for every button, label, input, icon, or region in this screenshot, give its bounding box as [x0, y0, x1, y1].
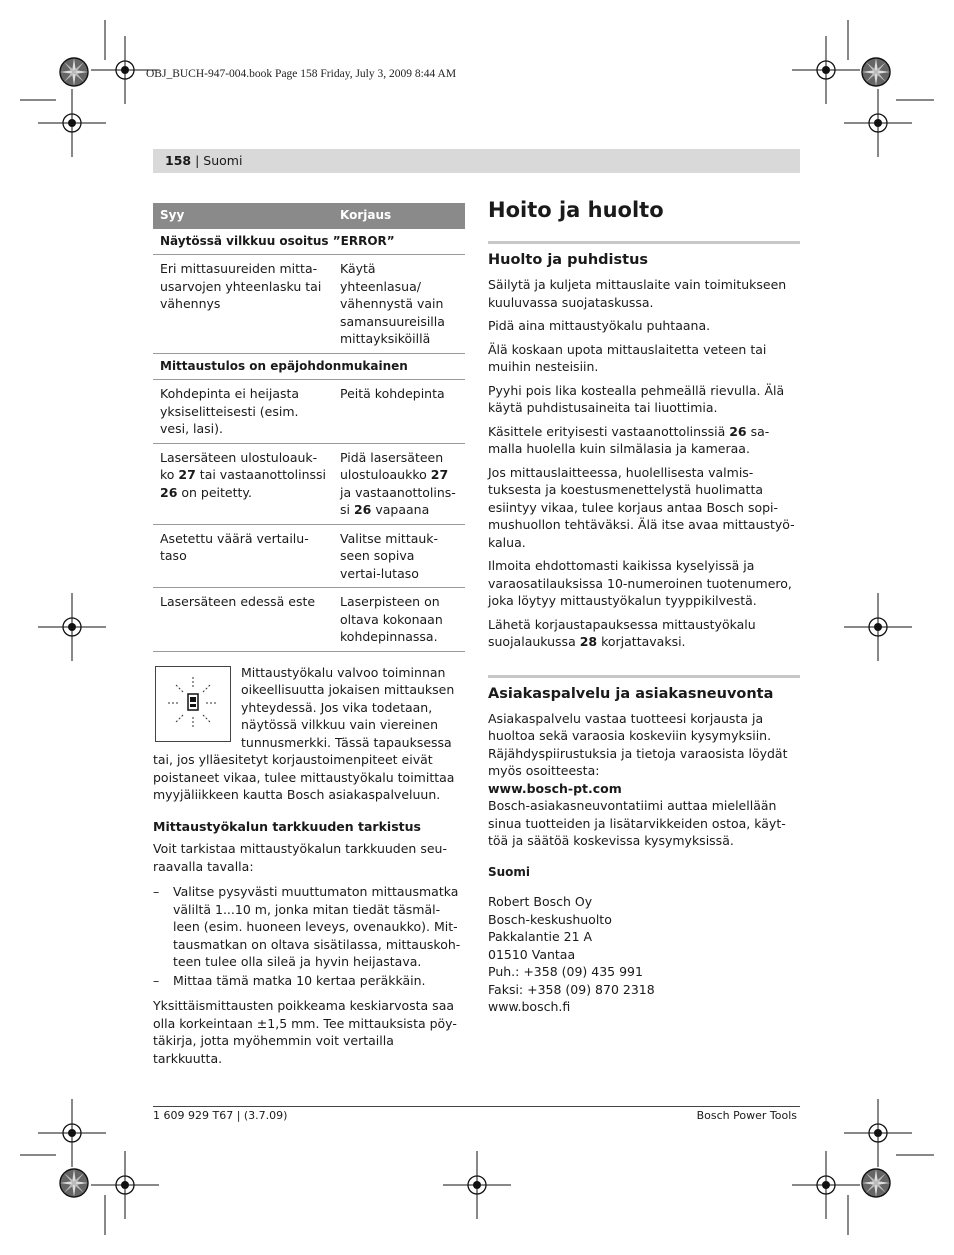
customer-heading: Asiakaspalvelu ja asiakasneuvonta	[488, 685, 774, 702]
bosch-fi-link[interactable]: www.bosch.fi	[488, 999, 571, 1014]
bosch-pt-link[interactable]: www.bosch-pt.com	[488, 780, 622, 796]
trouble-table	[153, 203, 465, 652]
col-fix-header: Korjaus	[333, 203, 465, 229]
device-error-icon	[155, 666, 231, 742]
print-header: OBJ_BUCH-947-004.book Page 158 Friday, July 3, 2009 8:44 AM	[146, 68, 457, 80]
page-header-band	[153, 149, 800, 173]
footer-divider	[153, 1106, 800, 1107]
crosshair-icon	[38, 89, 106, 157]
crosshair-icon	[38, 1099, 106, 1167]
star-mark-icon	[60, 1169, 88, 1197]
page-section: Suomi	[203, 153, 243, 168]
accuracy-result: Yksittäismittausten poikkeama keskiarvosta saa olla korkeintaan ±1,5 mm. Tee mittauksista pöy-täkirja, jotta myöhemmin voit vertailla tarkkuutta.	[153, 998, 457, 1066]
left-column	[153, 203, 465, 1075]
table-group-row: Näytössä vilkkuu osoitus ”ERROR”	[153, 229, 465, 255]
monitor-text: Mittaustyökalu valvoo toiminnan oikeellisuutta jokaisen mittauksen yhteydessä. Jos vika todetaan, näytössä vilkkuu vain viereinen tunnusmerkki. Tässä tapauksessa tai, jos ylläesitetyt korjaustoimenpiteet eivät poistaneet vikaa, tulee mittaustyökalu toimittaa myyjäliikkeen kautta Bosch asiakaspalveluun.	[153, 664, 455, 802]
table-header-row	[153, 203, 465, 229]
crosshair-icon	[844, 89, 912, 157]
star-mark-icon	[862, 1169, 890, 1197]
page-separator: |	[191, 153, 204, 168]
table-row: Kohdepinta ei heijasta yksiselitteisesti (esim. vesi, lasi). Peitä kohdepinta	[153, 380, 465, 444]
crosshair-icon	[91, 1151, 159, 1219]
col-cause-header: Syy	[153, 203, 333, 229]
crosshair-icon	[844, 1099, 912, 1167]
table-row: Eri mittasuureiden mitta-usarvojen yhteenlasku tai vähennys Käytä yhteenlasua/ vähennystä vain samansuureisilla mittayksiköillä	[153, 255, 465, 354]
address-block: Robert Bosch Oy Bosch-keskushuolto Pakkalantie 21 A 01510 Vantaa Puh.: +358 (09) 435 991 Faksi: +358 (09) 870 2318 www.bosch.fi	[488, 893, 800, 1016]
star-mark-icon	[862, 58, 890, 86]
accuracy-intro: Voit tarkistaa mittaustyökalun tarkkuuden seu-raavalla tavalla:	[153, 841, 447, 874]
accuracy-steps	[153, 883, 465, 989]
crosshair-icon	[443, 1151, 511, 1219]
accuracy-heading: Mittaustyökalun tarkkuuden tarkistus	[153, 818, 421, 834]
crosshair-icon	[792, 1151, 860, 1219]
list-item: – Mittaa tämä matka 10 kertaa peräkkäin.	[153, 972, 426, 988]
crosshair-icon	[792, 36, 860, 104]
table-row: Asetettu väärä vertailu-taso Valitse mittauk-seen sopiva vertai-lutaso	[153, 524, 465, 588]
page-title: Hoito ja huolto	[488, 198, 664, 222]
section-divider	[488, 241, 800, 244]
star-mark-icon	[60, 58, 88, 86]
section-divider	[488, 675, 800, 678]
table-row: Lasersäteen edessä este Laserpisteen on oltava kokonaan kohdepinnassa.	[153, 588, 465, 652]
right-column: Hoito ja huolto Huolto ja puhdistus Säilytä ja kuljeta mittauslaite vain toimitukseen kuuluvassa suojataskussa. Pidä aina mittaustyökalu puhtaana. Älä koskaan upota mittauslaitetta veteen tai muihin nesteisiin. Pyyhi pois lika kostealla pehmeällä rievulla. Älä käytä puhdistusaineita tai liuottimia. Käsittele erityisesti vastaanottolinssiä 26 sa-malla huolella kuin silmälasia ja kameraa. Jos mittauslaitteessa, huolellisesta valmis-tuksesta ja koestusmenettelystä huolimatta esiintyy vikaa, tulee korjaus antaa Bosch sopi-mushuollon tehtäväksi. Älä itse avaa mittaustyö-kalua. Ilmoita ehdottomasti kaikissa kyselyissä ja varaosatilauksissa 10-numeroinen tuotenumero, joka löytyy mittaustyökalun tyyppikilvestä. Lähetä korjaustapauksessa mittaustyökalu suojalaukussa 28 korjattavaksi. Asiakaspalvelu ja asiakasneuvonta Asiakaspalvelu vastaa tuotteesi korjausta ja huoltoa sekä varaosia koskeviin kysymyksiin. Räjähdyspiirustuksia ja tietoja varaosista löydät myös osoitteesta: www.bosch-pt.com Bosch-asiakasneuvontatiimi auttaa mielellään sinua tuotteiden ja lisätarvikkeiden ostoa, käyt-töä ja säätöä koskevissa kysymyksissä. Suomi Robert Bosch Oy Bosch-keskushuolto Pakkalantie 21 A 01510 Vantaa Puh.: +358 (09) 435 991 Faksi: +358 (09) 870 2318 www.bosch.fi	[488, 196, 800, 1016]
footer-doc-number: 1 609 929 T67 | (3.7.09)	[153, 1109, 288, 1122]
country-heading: Suomi	[488, 864, 531, 879]
footer-brand: Bosch Power Tools	[696, 1109, 797, 1122]
crosshair-icon	[844, 593, 912, 661]
page-number: 158	[165, 153, 192, 168]
table-row: Lasersäteen ulostuloauk-ko 27 tai vastaanottolinssi 26 on peitetty. Pidä lasersäteen ulostuloaukko 27 ja vastaanottolins-si 26 vapaana	[153, 443, 465, 524]
service-heading: Huolto ja puhdistus	[488, 252, 649, 268]
table-group-row: Mittaustulos on epäjohdonmukainen	[153, 353, 465, 380]
crosshair-icon	[38, 593, 106, 661]
monitor-info	[153, 664, 465, 804]
list-item: – Valitse pysyvästi muuttumaton mittausmatka väliltä 1...10 m, jonka mitan tiedät täsmäl-leen (esim. huoneen leveys, ovenaukko). Mit-tausmatkan on oltava sisätilassa, mittauskoh-teen tulee olla sileä ja hyvin heijastava.	[153, 884, 461, 969]
